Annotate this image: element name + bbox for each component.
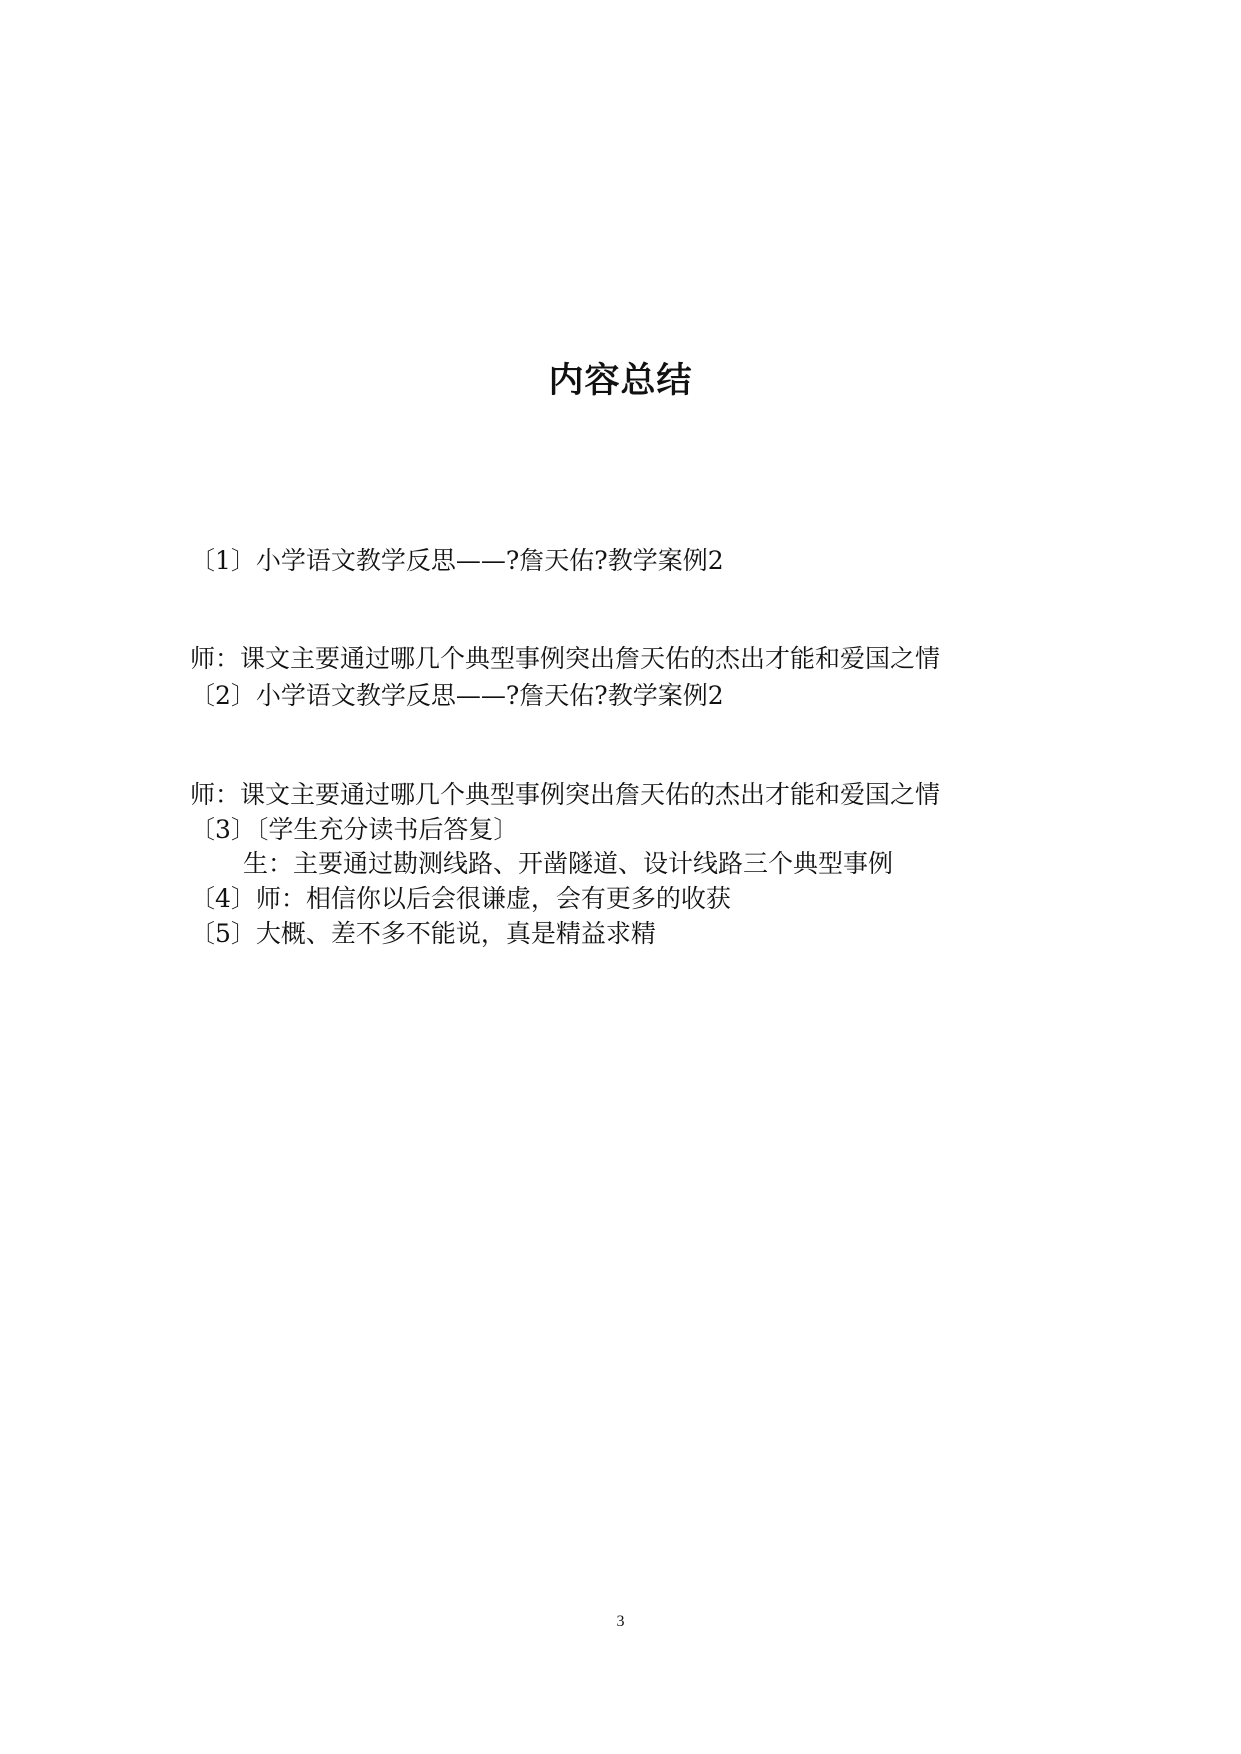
teacher-question-1: 师：课文主要通过哪几个典型事例突出詹天佑的杰出才能和爱国之情 [190,644,941,673]
summary-item-5: 〔5〕大概、差不多不能说，真是精益求精 [190,919,656,948]
summary-item-1: 〔1〕小学语文教学反思——?詹天佑?教学案例2 [190,546,724,575]
page-title: 内容总结 [548,361,693,401]
summary-item-4: 〔4〕师：相信你以后会很谦虚，会有更多的收获 [190,884,731,913]
summary-item-2: 〔2〕小学语文教学反思——?詹天佑?教学案例2 [190,681,724,710]
summary-item-3: 〔3〕〔学生充分读书后答复〕 [190,815,519,844]
student-answer: 生：主要通过勘测线路、开凿隧道、设计线路三个典型事例 [243,849,894,878]
page-number: 3 [616,1613,625,1630]
teacher-question-2: 师：课文主要通过哪几个典型事例突出詹天佑的杰出才能和爱国之情 [190,780,941,809]
